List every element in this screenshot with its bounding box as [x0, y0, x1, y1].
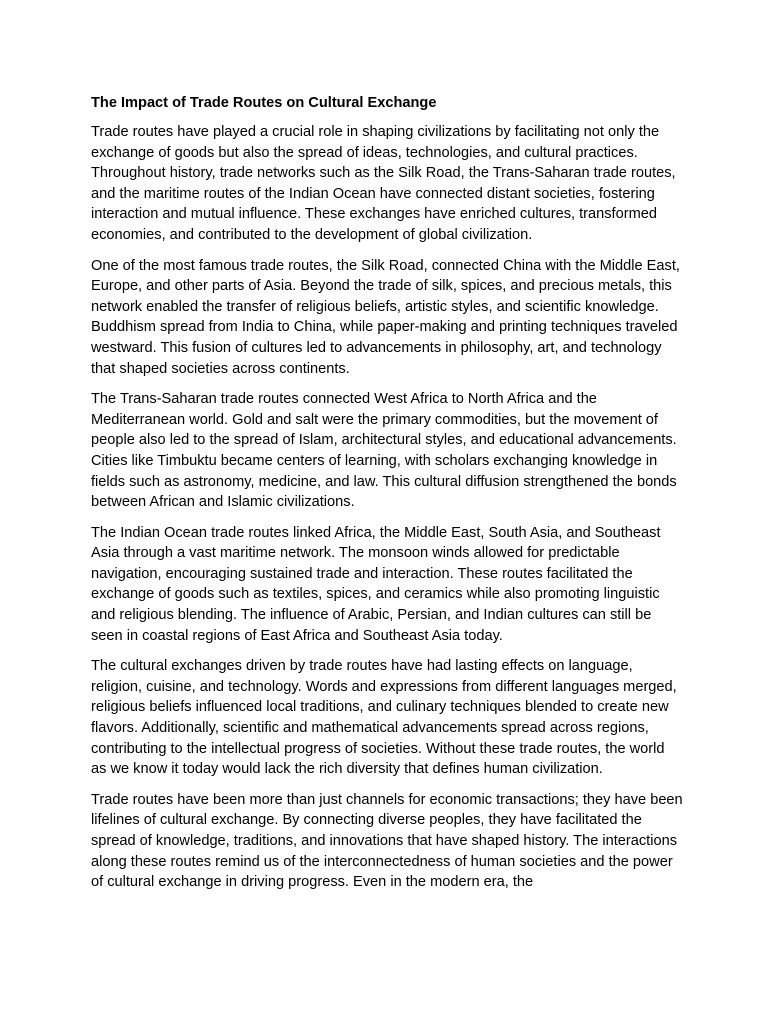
paragraph-cultural-effects: The cultural exchanges driven by trade routes have had lasting effects on language, religion, cuisine, and technology. Words and expressions from different languages merged, religious beliefs influenced local traditions, and culinary techniques blended to create new flavors. Additionally, scientific and mathematical advancements spread across regions, contributing to the intellectual progress of societies. Without these trade routes, the world as we know it today would lack the rich diversity that defines human civilization.: [91, 658, 677, 778]
paragraph-indian-ocean: The Indian Ocean trade routes linked Africa, the Middle East, South Asia, and Southeast Asia through a vast maritime network. The monsoon winds allowed for predictable navigation, encouraging sustained trade and interaction. These routes facilitated the exchange of goods such as textiles, spices, and ceramics while also promoting linguistic and religious blending. The influence of Arabic, Persian, and Indian cultures can still be seen in coastal regions of East Africa and Southeast Asia today.: [91, 524, 661, 644]
document-body: [91, 93, 683, 903]
paragraph-trans-saharan: The Trans-Saharan trade routes connected West Africa to North Africa and the Mediterranean world. Gold and salt were the primary commodities, but the movement of people also led to the spread of Islam, architectural styles, and educational advancements. Cities like Timbuktu became centers of learning, with scholars exchanging knowledge in fields such as astronomy, medicine, and law. This cultural diffusion strengthened the bonds between African and Islamic civilizations.: [91, 391, 677, 511]
document-title: The Impact of Trade Routes on Cultural Exchange: [91, 95, 437, 111]
paragraph-intro: Trade routes have played a crucial role in shaping civilizations by facilitating not only the exchange of goods but also the spread of ideas, technologies, and cultural practices. Throughout history, trade networks such as the Silk Road, the Trans-Saharan trade routes, and the maritime routes of the Indian Ocean have connected distant societies, fostering interaction and mutual influence. These exchanges have enriched cultures, transformed economies, and contributed to the development of global civilization.: [91, 124, 676, 243]
paragraph-silk-road: One of the most famous trade routes, the Silk Road, connected China with the Middle East, Europe, and other parts of Asia. Beyond the trade of silk, spices, and precious metals, this network enabled the transfer of religious beliefs, artistic styles, and scientific knowledge. Buddhism spread from India to China, while paper-making and printing techniques traveled westward. This fusion of cultures led to advancements in philosophy, art, and technology that shaped societies across continents.: [91, 257, 680, 377]
paragraph-conclusion: Trade routes have been more than just channels for economic transactions; they have been lifelines of cultural exchange. By connecting diverse peoples, they have facilitated the spread of knowledge, traditions, and innovations that have shaped history. The interactions along these routes remind us of the interconnectedness of human societies and the power of cultural exchange in driving progress. Even in the modern era, the: [91, 791, 683, 891]
